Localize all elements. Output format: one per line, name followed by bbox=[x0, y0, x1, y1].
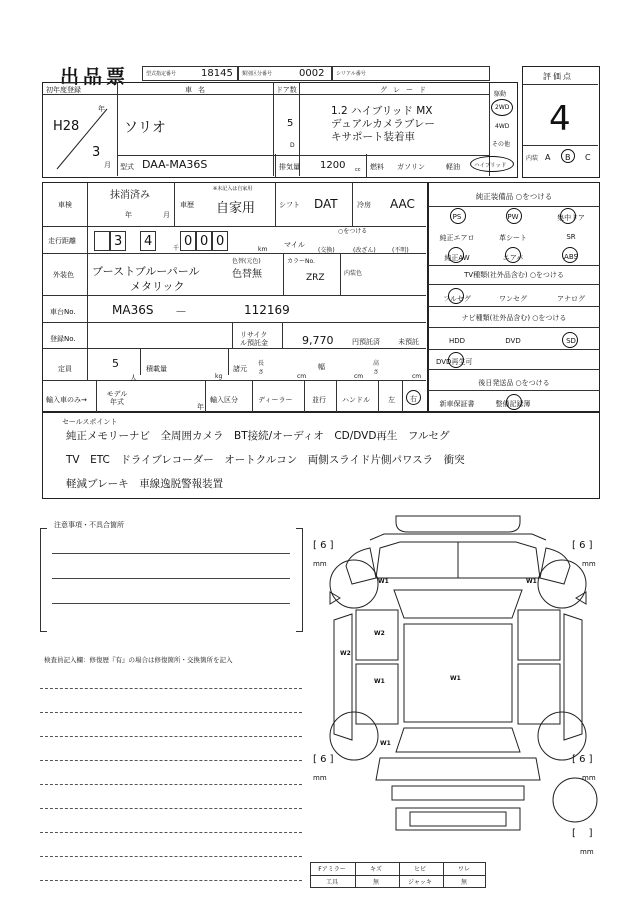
nav-hdd: HDD bbox=[448, 337, 466, 345]
model-code: DAA-MA36S bbox=[142, 158, 208, 171]
inspector-label: 検査員記入欄：修復歴『有』の場合は修復箇所・交換箇所を記入 bbox=[44, 656, 233, 664]
equip-aero: 純正エアロ bbox=[439, 234, 475, 242]
handle-right: 右 bbox=[410, 395, 417, 403]
interior-c: C bbox=[585, 153, 591, 162]
drive-4wd: 4WD bbox=[495, 123, 510, 130]
meter-header: ○をつける bbox=[338, 228, 368, 235]
import-parallel: 並行 bbox=[312, 396, 326, 404]
tv-fullseg-circle bbox=[448, 288, 464, 304]
recycle-not-deposited: 未預託 bbox=[398, 338, 419, 346]
chassis-dash: － bbox=[175, 305, 188, 319]
legend-header-break: ワレ bbox=[457, 866, 470, 873]
nav-sd: SD bbox=[566, 337, 576, 345]
equip-central-lock-circle bbox=[560, 208, 576, 224]
tv-title: TV種類(社外品含む) ○をつける bbox=[464, 271, 564, 279]
handle-label: ハンドル bbox=[342, 396, 370, 404]
repaint-value: 色替無 bbox=[232, 269, 262, 280]
mileage-mile: マイル bbox=[284, 241, 305, 249]
legend-row-tools: 工具 bbox=[325, 879, 338, 886]
door-count: 5 bbox=[287, 118, 294, 129]
score-value: 4 bbox=[549, 99, 571, 139]
equip-central-lock: 集中ドア bbox=[557, 214, 585, 222]
history-label: 車歴 bbox=[180, 201, 194, 209]
first-reg-year-label: 年 bbox=[98, 105, 105, 113]
nav-dvd: DVD bbox=[505, 337, 521, 345]
inspection-value: 抹消済み bbox=[110, 190, 150, 201]
form-number: 18145 bbox=[201, 68, 233, 79]
legend-value-3: 無 bbox=[460, 879, 467, 886]
mileage-digit-3: 4 bbox=[140, 231, 156, 251]
width-unit: cm bbox=[354, 373, 364, 380]
mileage-km: km bbox=[258, 246, 268, 253]
drive-other: その他 bbox=[492, 141, 511, 148]
height-label: 高さ bbox=[373, 360, 380, 376]
sales-line-2: TV ETC ドライブレコーダー オートクルコン 両側スライド片側パワスラ 衝突 bbox=[66, 454, 465, 466]
equipment-title: 純正装備品 ○をつける bbox=[475, 192, 553, 201]
grade-line-3: キサポート装着車 bbox=[331, 131, 415, 143]
door-suffix: D bbox=[290, 142, 295, 149]
equip-leather: 革シート bbox=[499, 234, 527, 242]
width-label: 幅 bbox=[318, 363, 325, 371]
registration-label: 登録No. bbox=[50, 335, 76, 343]
meter-exchange: (交換) bbox=[318, 247, 335, 254]
caution-label: 注意事項・不具合箇所 bbox=[54, 521, 124, 529]
equip-ps-circle bbox=[450, 208, 466, 224]
interior-b: B bbox=[565, 153, 571, 162]
ac-label: 冷房 bbox=[357, 201, 371, 209]
legend-value-2: ジャッキ bbox=[408, 879, 432, 886]
class-number-box bbox=[238, 66, 332, 81]
first-reg-month: 3 bbox=[92, 145, 101, 160]
equip-abs-circle bbox=[562, 247, 578, 263]
damage-mark-roof: W1 bbox=[450, 675, 461, 682]
equip-ps: PS bbox=[452, 213, 462, 221]
tread-rear-right-unit: mm bbox=[582, 774, 596, 782]
tread-rear-right: [ 6 ] bbox=[572, 754, 593, 765]
mileage-digit-4: 0 bbox=[180, 231, 196, 251]
caution-bracket-right bbox=[296, 528, 303, 632]
capacity-unit: 人 bbox=[130, 374, 137, 382]
interior-color-label: 内装色 bbox=[344, 270, 363, 277]
sales-points-label: セールスポイント bbox=[62, 418, 118, 426]
model-year-label: モデル年式 bbox=[106, 390, 128, 406]
mileage-digit-6: 0 bbox=[212, 231, 228, 251]
shift-label: シフト bbox=[279, 201, 300, 209]
load-unit: kg bbox=[215, 373, 223, 380]
color-line-1: ブーストブルーパール bbox=[92, 265, 200, 278]
serial-box bbox=[332, 66, 490, 81]
tv-analog: アナログ bbox=[557, 295, 585, 303]
recycle-deposited: 円預託済 bbox=[352, 338, 380, 346]
history-value: 自家用 bbox=[216, 201, 256, 216]
fuel-hybrid: ハイブリッド bbox=[474, 163, 507, 169]
after-title: 後日発送品 ○をつける bbox=[478, 379, 550, 387]
load-label: 積載量 bbox=[146, 365, 167, 373]
tv-oneseg: ワンセグ bbox=[499, 295, 527, 303]
model-year-unit: 年 bbox=[197, 403, 204, 411]
recycle-label: リサイクル預託金 bbox=[240, 331, 268, 347]
nav-dvd-playback-circle bbox=[448, 352, 464, 368]
legend-value-1: 無 bbox=[372, 879, 379, 886]
vehicle-name: ソリオ bbox=[124, 120, 166, 136]
tread-rear-left-unit: mm bbox=[313, 774, 327, 782]
damage-mark-left-side: W2 bbox=[340, 650, 351, 657]
first-reg-month-label: 月 bbox=[104, 161, 111, 169]
nav-dvd-playback: DVD再生可 bbox=[436, 358, 473, 366]
color-line-2: メタリック bbox=[130, 280, 185, 293]
damage-mark-front-right: W1 bbox=[526, 578, 537, 585]
drive-2wd: 2WD bbox=[495, 104, 510, 111]
mileage-digit-2: 3 bbox=[110, 231, 126, 251]
length-unit: cm bbox=[297, 373, 307, 380]
tread-front-left-unit: mm bbox=[313, 560, 327, 568]
model-label: 型式 bbox=[120, 163, 134, 171]
inspection-month: 月 bbox=[163, 211, 170, 219]
chassis-prefix: MA36S bbox=[112, 303, 154, 317]
legend-header-crack: ヒビ bbox=[413, 866, 426, 873]
damage-mark-left-rear-door: W1 bbox=[374, 678, 385, 685]
tv-fullseg: フルセグ bbox=[443, 295, 471, 303]
fuel-diesel: 軽油 bbox=[446, 163, 460, 171]
first-reg-slash bbox=[52, 104, 112, 174]
nav-title: ナビ種類(社外品含む) ○をつける bbox=[461, 314, 567, 322]
score-label: 評価点 bbox=[543, 72, 573, 81]
class-number: 0002 bbox=[299, 68, 325, 79]
tread-spare-unit: mm bbox=[580, 848, 594, 856]
tread-front-left: [ 6 ] bbox=[313, 540, 334, 551]
ac-value: AAC bbox=[390, 197, 415, 211]
equip-abs: ABS bbox=[564, 253, 578, 261]
import-category-label: 輸入区分 bbox=[210, 396, 238, 404]
color-label: 外装色 bbox=[53, 271, 74, 279]
first-reg-era: H28 bbox=[53, 119, 80, 134]
equip-aw: 純正AW bbox=[444, 254, 470, 262]
tread-front-right-unit: mm bbox=[582, 560, 596, 568]
form-title: 出品票 bbox=[60, 66, 130, 88]
chassis-number: 112169 bbox=[244, 303, 290, 317]
legend-header-mirror: Fアミラー bbox=[318, 866, 346, 873]
handle-left: 左 bbox=[388, 396, 395, 404]
height-unit: cm bbox=[412, 373, 422, 380]
mileage-digit-5: 0 bbox=[196, 231, 212, 251]
equip-aw-circle bbox=[448, 247, 464, 263]
class-number-label: 類別区分番号 bbox=[242, 71, 273, 77]
tread-front-right: [ 6 ] bbox=[572, 540, 593, 551]
repaint-label: 色替(元色) bbox=[232, 258, 261, 265]
damage-mark-front-left: W1 bbox=[378, 578, 389, 585]
import-dealer: ディーラー bbox=[258, 396, 293, 404]
color-number: ZRZ bbox=[306, 273, 325, 283]
equip-airbag: エアバ bbox=[502, 254, 524, 262]
color-number-label: カラーNo. bbox=[287, 258, 315, 265]
meter-tampered: (改ざん) bbox=[353, 247, 376, 254]
capacity-value: 5 bbox=[112, 357, 119, 370]
after-warranty: 新車保証書 bbox=[439, 400, 475, 408]
displacement: 1200 bbox=[320, 160, 346, 171]
equip-pw: PW bbox=[507, 213, 519, 221]
grade-line-1: 1.2 ハイブリッド MX bbox=[331, 105, 433, 117]
after-maintenance: 整備記録簿 bbox=[495, 400, 531, 408]
damage-mark-rear-left: W1 bbox=[380, 740, 391, 747]
grade-line-2: デュアルカメラブレー bbox=[331, 118, 435, 130]
capacity-label: 定員 bbox=[58, 365, 72, 373]
history-note: ※未記入は自家用 bbox=[213, 186, 253, 192]
recycle-amount: 9,770 bbox=[302, 334, 334, 347]
sales-line-3: 軽減ブレーキ 車線逸脱警報装置 bbox=[66, 478, 224, 490]
serial-label: シリアル番号 bbox=[336, 71, 366, 77]
legend-header-scratch: キズ bbox=[370, 866, 382, 873]
interior-a: A bbox=[545, 153, 551, 162]
fuel-label: 燃料 bbox=[370, 163, 384, 171]
mileage-label: 走行距離 bbox=[48, 237, 76, 245]
mileage-thousand: 千 bbox=[173, 245, 180, 252]
form-number-box bbox=[142, 66, 238, 81]
name-label: 車名 bbox=[185, 86, 211, 94]
sales-line-1: 純正メモリーナビ 全周囲カメラ BT接続/オーディオ CD/DVD再生 フルセグ bbox=[66, 430, 450, 442]
nav-sd-circle bbox=[562, 332, 578, 348]
mileage-digit-1 bbox=[94, 231, 110, 251]
score-box bbox=[522, 66, 600, 178]
chassis-label: 車台No. bbox=[50, 308, 76, 316]
grade-label: グレード bbox=[380, 86, 432, 94]
import-label: 輸入車のみ→ bbox=[46, 396, 87, 404]
fuel-gasoline: ガソリン bbox=[397, 163, 425, 171]
tread-spare: [ ] bbox=[572, 828, 593, 839]
after-maintenance-circle bbox=[506, 394, 522, 410]
caution-bracket-left bbox=[40, 528, 47, 632]
doors-label: ドア数 bbox=[276, 86, 297, 94]
interior-label: 内装 bbox=[526, 155, 539, 162]
info-block bbox=[42, 182, 428, 412]
damage-mark-left-door: W2 bbox=[374, 630, 385, 637]
form-number-label: 型式指定番号 bbox=[146, 71, 177, 77]
tread-rear-left: [ 6 ] bbox=[313, 754, 334, 765]
inspection-label: 車検 bbox=[58, 201, 72, 209]
length-label: 長さ bbox=[258, 360, 265, 376]
drive-label: 駆動 bbox=[494, 91, 507, 98]
equip-sr: SR bbox=[566, 233, 576, 241]
equip-pw-circle bbox=[506, 208, 522, 224]
inspection-year: 年 bbox=[125, 211, 132, 219]
meter-unknown: (不明) bbox=[392, 247, 409, 254]
first-reg-label: 初年度登録 bbox=[46, 86, 81, 94]
equip-airbag-circle bbox=[505, 247, 521, 263]
displacement-unit: cc bbox=[355, 167, 361, 173]
displacement-label: 排気量 bbox=[279, 163, 300, 171]
shift-value: DAT bbox=[314, 197, 338, 211]
dims-label: 諸元 bbox=[233, 365, 247, 373]
